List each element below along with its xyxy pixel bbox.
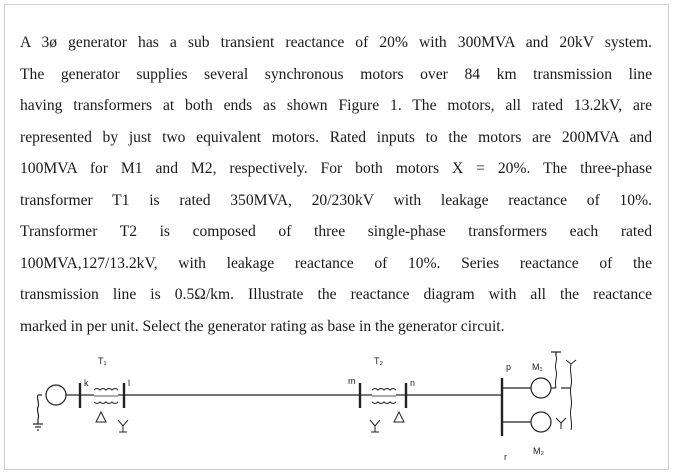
one-line-diagram: [0, 350, 675, 474]
bus-m-label: m: [348, 376, 356, 386]
delta-symbol-icon: [394, 412, 404, 422]
motor-ground-reactor-icon: [570, 364, 571, 430]
t2-secondary-winding: [372, 402, 396, 404]
bus-n-label: n: [410, 378, 416, 388]
motor-wye-icon: [566, 360, 576, 364]
problem-line: 100MVA,127/13.2kV, with leakage reactance of 10%. Series reactance of the: [20, 254, 652, 272]
problem-statement: [20, 27, 652, 342]
t2-primary-winding: [372, 389, 396, 391]
m2-label: M₂: [533, 446, 544, 456]
t1-label: T₁: [98, 356, 107, 366]
problem-line: A 3ø generator has a sub transient reactance of 20% with 300MVA and 20kV system.: [20, 34, 652, 51]
motor-m2-icon: [531, 412, 551, 432]
generator-ground-icon: [33, 395, 43, 430]
delta-symbol-icon: [96, 412, 106, 422]
problem-line: 100MVA for M1 and M2, respectively. For both motors X = 20%. The three-phase: [20, 160, 652, 177]
m1-label: M₁: [532, 362, 543, 372]
bus-l-label: l: [128, 378, 130, 388]
problem-line: The generator supplies several synchronous motors over 84 km transmission line: [20, 65, 652, 83]
bus-k-label: k: [84, 378, 89, 388]
bus-p-label: p: [506, 362, 512, 372]
problem-line: marked in per unit. Select the generator rating as base in the generator circuit.: [20, 317, 505, 335]
motor-m1-icon: [531, 378, 551, 398]
t2-label: T₂: [374, 356, 383, 366]
m1-ground-reactor-icon: [555, 356, 556, 388]
wye-grounded-icon: [118, 420, 128, 432]
bus-r-label: r: [504, 452, 507, 462]
problem-line: Transformer T2 is composed of three single-phase transformers each rated: [20, 223, 652, 240]
problem-line: transmission line is 0.5Ω/km. Illustrate the reactance diagram with all the reactance: [20, 286, 652, 303]
m2-wye-icon: [556, 418, 566, 429]
t1-primary-winding: [94, 389, 118, 391]
generator-icon: [46, 385, 66, 405]
t1-secondary-winding: [94, 402, 118, 404]
problem-line: represented by just two equivalent motors. Rated inputs to the motors are 200MVA and: [20, 128, 652, 146]
problem-line: transformer T1 is rated 350MVA, 20/230kV with leakage reactance of 10%.: [20, 191, 652, 209]
wye-grounded-icon: [370, 420, 380, 432]
problem-line: having transformers at both ends as shown Figure 1. The motors, all rated 13.2kV, are: [20, 97, 652, 114]
